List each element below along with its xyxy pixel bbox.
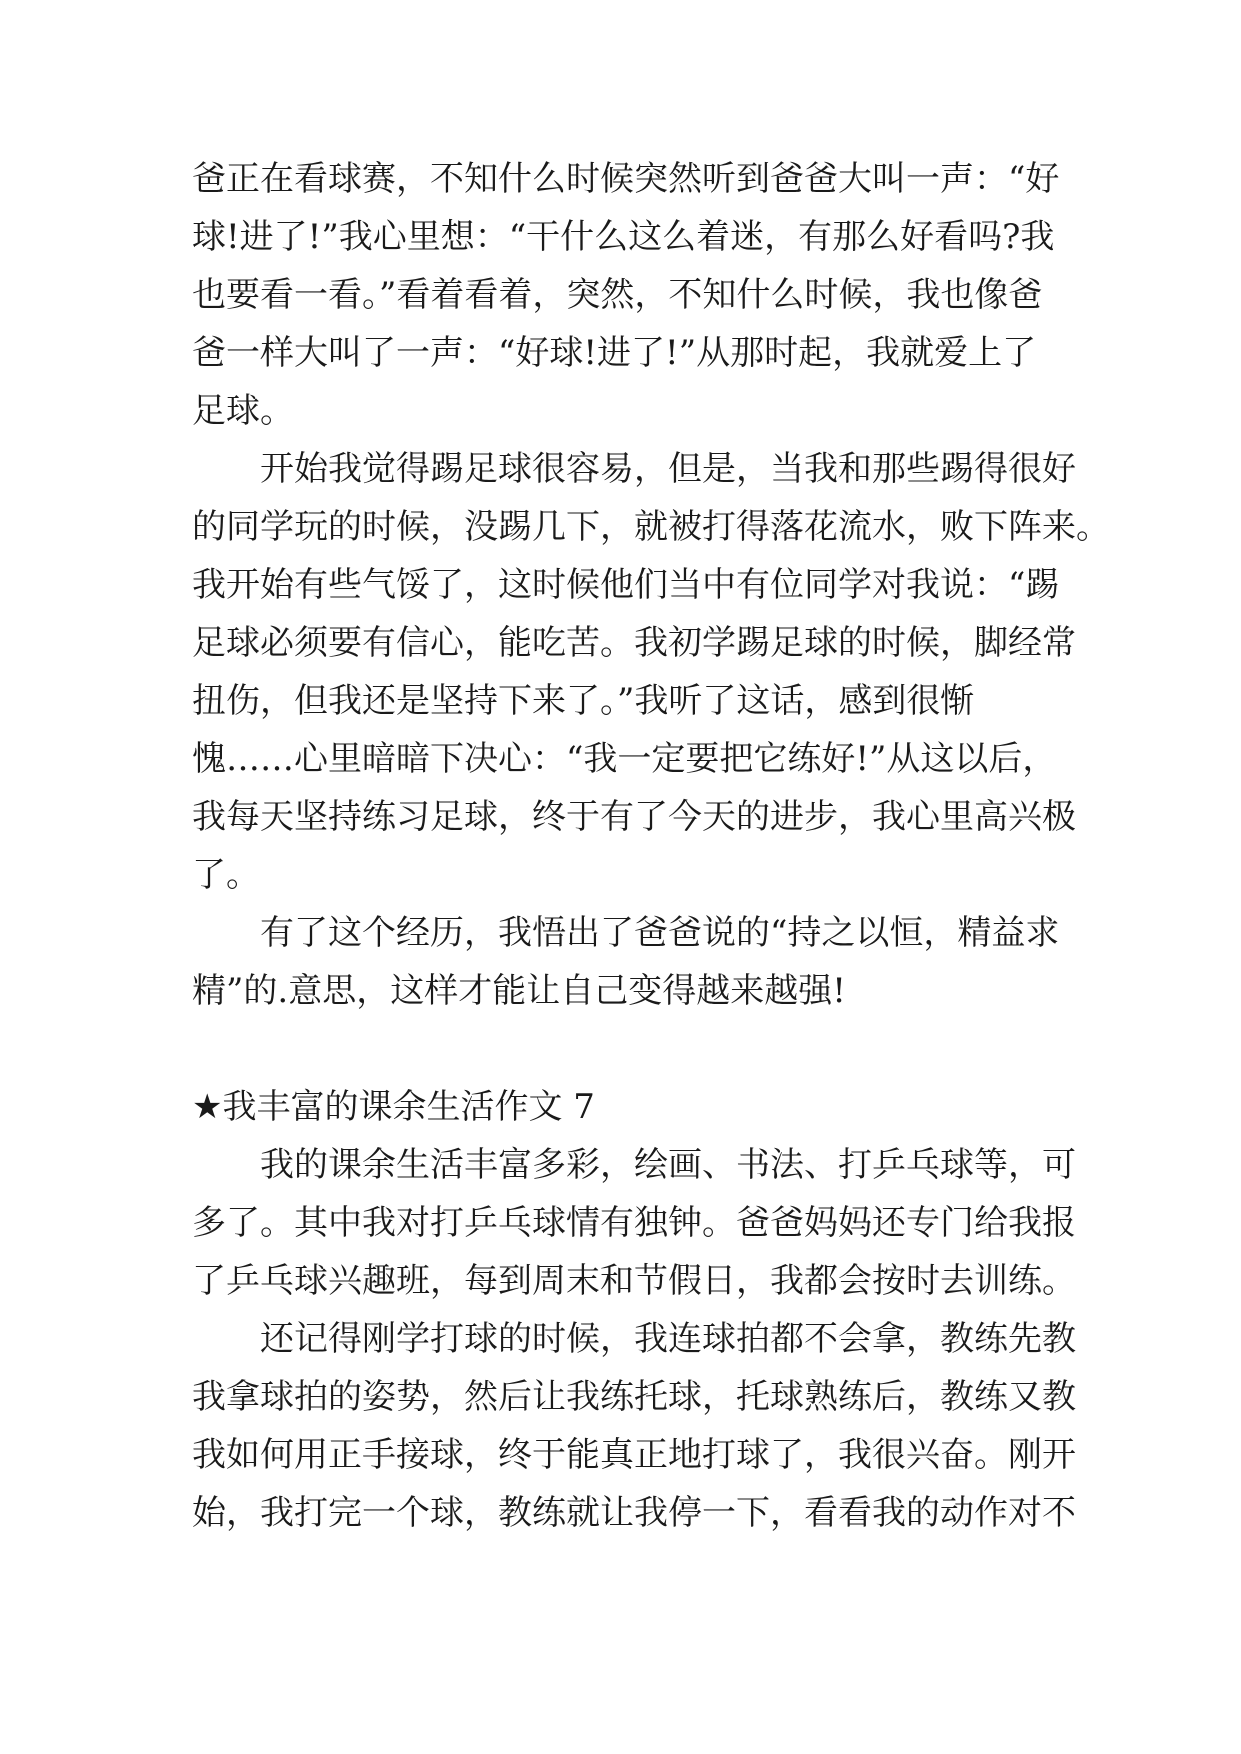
text-line: 我的课余生活丰富多彩，绘画、书法、打乒乓球等，可 [260, 1145, 1076, 1185]
paragraph-pingpong-intro [192, 1136, 1076, 1310]
text-line: 还记得刚学打球的时候，我连球拍都不会拿，教练先教 [260, 1319, 1076, 1359]
text-line: 扭伤，但我还是坚持下来了。”我听了这话，感到很惭 [192, 681, 975, 721]
paragraph-football-intro [192, 150, 1060, 440]
text-line: 了乒乓球兴趣班，每到周末和节假日，我都会按时去训练。 [192, 1261, 1076, 1301]
text-line: 足球必须要有信心，能吃苦。我初学踢足球的时候，脚经常 [192, 623, 1076, 663]
text-line: 我每天坚持练习足球，终于有了今天的进步，我心里高兴极 [192, 797, 1076, 837]
text-line: 我拿球拍的姿势，然后让我练托球，托球熟练后，教练又教 [192, 1377, 1076, 1417]
section-heading-text: 我丰富的课余生活作文 7 [222, 1087, 595, 1127]
text-line: 爸正在看球赛，不知什么时候突然听到爸爸大叫一声：“好 [192, 159, 1060, 199]
paragraph-pingpong-training [192, 1310, 1076, 1542]
text-line: 也要看一看。”看着看着，突然，不知什么时候，我也像爸 [192, 275, 1043, 315]
text-line: 多了。其中我对打乒乓球情有独钟。爸爸妈妈还专门给我报 [192, 1203, 1076, 1243]
text-line: 开始我觉得踢足球很容易，但是，当我和那些踢得很好 [260, 449, 1076, 489]
star-icon: ★ [192, 1087, 223, 1127]
text-line: 足球。 [192, 391, 294, 431]
text-line: 爸一样大叫了一声：“好球!进了!”从那时起，我就爱上了 [192, 333, 1037, 373]
document-page [192, 150, 1110, 1542]
text-line: 了。 [192, 855, 260, 895]
text-line: 我开始有些气馁了，这时候他们当中有位同学对我说：“踢 [192, 565, 1060, 605]
text-line: 有了这个经历，我悟出了爸爸说的“持之以恒，精益求 [260, 913, 1060, 953]
text-line: 愧……心里暗暗下决心：“我一定要把它练好!”从这以后， [192, 739, 1057, 779]
text-line: 我如何用正手接球，终于能真正地打球了，我很兴奋。刚开 [192, 1435, 1076, 1475]
paragraph-football-practice [192, 440, 1110, 904]
text-line: 的同学玩的时候，没踢几下，就被打得落花流水，败下阵来。 [192, 507, 1110, 547]
section-heading [192, 1078, 1052, 1136]
paragraph-football-conclusion [192, 904, 1060, 1020]
text-line: 精”的.意思，这样才能让自己变得越来越强! [192, 971, 846, 1011]
text-line: 始，我打完一个球，教练就让我停一下，看看我的动作对不 [192, 1493, 1076, 1533]
text-line: 球!进了!”我心里想：“干什么这么着迷，有那么好看吗?我 [192, 217, 1055, 257]
